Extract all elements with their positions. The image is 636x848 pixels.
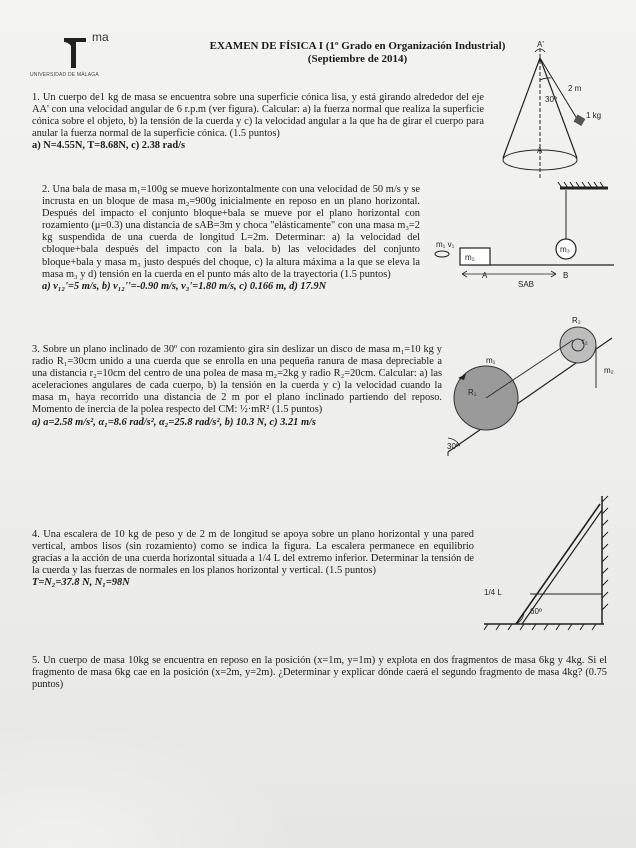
problem-2 bbox=[42, 184, 420, 293]
groove-radius-label: r₂ bbox=[582, 337, 588, 346]
university-name: UNIVERSIDAD DE MÁLAGA bbox=[30, 72, 99, 78]
problem-5 bbox=[32, 655, 607, 691]
ladder-fraction-label: 1/4 L bbox=[484, 588, 502, 597]
logo-text: ma bbox=[92, 30, 109, 44]
page-title: EXAMEN DE FÍSICA I (1º Grado en Organización Industrial) bbox=[209, 40, 506, 52]
point-a-label: A bbox=[482, 271, 488, 280]
pulley-mass-label: m₂ bbox=[604, 366, 614, 375]
ladder-figure bbox=[482, 494, 612, 634]
cone-mass-label: 1 kg bbox=[586, 111, 602, 120]
pendulum-mass-label: m₃ bbox=[560, 245, 570, 254]
university-logo-icon bbox=[62, 36, 88, 70]
cone-angle-label: 30º bbox=[545, 95, 557, 104]
problem-1-answer: a) N=4.55N, T=8.68N, c) 2.38 rad/s bbox=[32, 140, 186, 152]
pulley-radius-label: R₂ bbox=[572, 316, 581, 325]
cone-length-label: 2 m bbox=[568, 84, 582, 93]
problem-5-text: 5. Un cuerpo de masa 10kg se encuentra en reposo en la posición (x=1m, y=1m) y explota en dos fragmentos de masa 6kg y 4kg. Si el fragmento de masa 6kg cae en la posición (x=2m, y=2m). ¿Determinar y explicar dónde caerá el segundo fragmento de masa 4kg? (0.75 puntos) bbox=[32, 655, 607, 691]
problem-3 bbox=[32, 344, 442, 429]
cone-apex-label: A' bbox=[537, 40, 544, 49]
cone-figure bbox=[495, 40, 615, 180]
photo-glare bbox=[0, 720, 300, 848]
cone-base-label: A bbox=[537, 146, 543, 155]
exam-title bbox=[185, 40, 530, 66]
problem-3-answer: a) a=2.58 m/s², α₁=8.6 rad/s², α₂=25.8 rad/s², b) 10.3 N, c) 3.21 m/s bbox=[32, 416, 316, 428]
block-label: m₂ bbox=[465, 253, 475, 262]
problem-4 bbox=[32, 529, 474, 589]
problem-2-text: 2. Una bala de masa m₁=100g se mueve horizontalmente con una velocidad de 50 m/s y se incrusta en un bloque de masa m₂=900g inicialmente en reposo en un plano horizontal. Después del impacto el conjunto bloque+bala se mueve por el plano horizontal con rozamiento (μ=0.3) una distancia de sAB=3m y choca "elásticamente" con una masa m₃=2 kg suspendida de una cuerda de longitud L=2m. Determinar: a) la velocidad del cbloque+bala después del impacto con la bala. b) las velocidades del conjunto bloque+bala y masa m₃ justo después del choque, c) la altura máxima a la que se eleva la masa m₃ y d) tensión en la cuerda en el punto más alto de la trayectoria (1.5 puntos) bbox=[42, 184, 420, 280]
disc-mass-label: m₁ bbox=[486, 356, 496, 365]
problem-4-text: 4. Una escalera de 10 kg de peso y de 2 m de longitud se apoya sobre un plano horizontal y una pared vertical, ambos lisos (sin rozamiento) como se indica la figura. La escalera permanece en equilibrio gracias a la acción de una cuerda horizontal situada a 1/4 L del extremo inferior. Determinar la tensión de la cuerda y las fuerzas de normales en los planos horizontal y vertical. (1.5 puntos) bbox=[32, 529, 474, 577]
problem-1 bbox=[32, 92, 484, 152]
bullet-label: m₁ v₁ bbox=[436, 240, 455, 249]
incline-angle-label: 30º bbox=[447, 442, 459, 451]
page-subtitle: (Septiembre de 2014) bbox=[307, 53, 408, 65]
problem-1-text: 1. Un cuerpo de1 kg de masa se encuentra sobre una superficie cónica lisa, y está girando alrededor del eje AA' con una velocidad angular de 6 r.p.m (ver figura). Calcular: a) la fuerza normal que realiza la superficie cónica sobre el objeto, b) la tensión de la cuerda y c) la velocidad angular a la que ha de girar el cuerpo para anular la fuerza normal de la superficie cónica. (1.5 puntos) bbox=[32, 92, 484, 140]
problem-3-text: 3. Sobre un plano inclinado de 30º con rozamiento gira sin deslizar un disco de masa m₁=10 kg y radio R₁=30cm unido a una cuerda que se enrolla en una pequeña ranura de masa depreciable a una distancia r₂=10cm del centro de una polea de masa m₂=2kg y radio R₂=20cm. Calcular: a) las aceleraciones angulares de cada cuerpo, b) la tensión en la cuerda y c) la velocidad cuando la masa m₁ haya recorrido una distancia de 2 m por el plano inclinado partiendo del reposo. Momento de inercia de la polea respecto del CM: ½·mR² (1.5 puntos) bbox=[32, 344, 442, 416]
problem-4-answer: T=N₂=37.8 N, N₁=98N bbox=[32, 577, 130, 589]
distance-label: SAB bbox=[518, 280, 535, 289]
disc-radius-label: R₁ bbox=[468, 388, 477, 397]
point-b-label: B bbox=[563, 271, 569, 280]
problem-2-answer: a) v₁₂'=5 m/s, b) v₁₂''=-0.90 m/s, v₃'=1.80 m/s, c) 0.166 m, d) 17.9N bbox=[42, 280, 327, 292]
ladder-angle-label: 60º bbox=[530, 607, 542, 616]
